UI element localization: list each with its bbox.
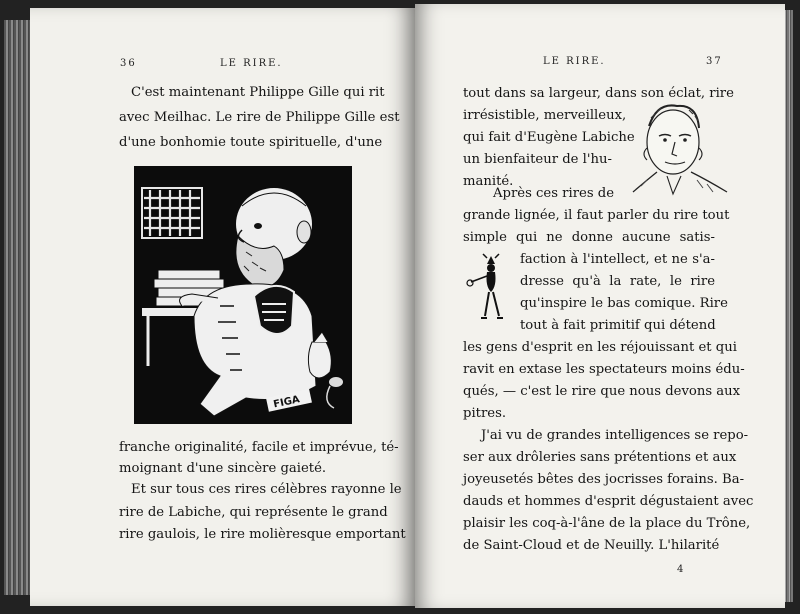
text-line: ravit en extase les spectateurs moins édu- <box>463 362 745 377</box>
signature-mark: 4 <box>677 564 684 575</box>
right-page <box>415 4 785 608</box>
text-line: J'ai vu de grandes intelligences se repo- <box>481 428 749 443</box>
text-line: tout dans sa largeur, dans son éclat, rire <box>463 86 734 101</box>
window-grille <box>142 188 202 238</box>
text-line: dauds et hommes d'esprit dégustaient avec <box>463 494 754 509</box>
text-line: dresse qu'à la rate, le rire <box>520 274 715 289</box>
text-line: rire de Labiche, qui représente le grand <box>119 505 388 520</box>
text-line: avec Meilhac. Le rire de Philippe Gille est <box>119 110 400 125</box>
page-number: 37 <box>706 56 723 67</box>
jester-figure <box>465 252 519 324</box>
text-line: C'est maintenant Philippe Gille qui rit <box>131 85 385 100</box>
text-line: Et sur tous ces rires célèbres rayonne le <box>131 482 402 497</box>
text-line: irrésistible, merveilleux, <box>463 108 627 123</box>
text-line: rire gaulois, le rire molièresque emportant <box>119 527 406 542</box>
text-line: franche originalité, facile et imprévue, té- <box>119 440 399 455</box>
text-line: simple qui ne donne aucune satis- <box>463 230 715 245</box>
text-line: plaisir les coq-à-l'âne de la place du Trône, <box>463 516 751 531</box>
text-line: un bienfaiteur de l'hu- <box>463 152 612 167</box>
text-line: qu'inspire le bas comique. Rire <box>520 296 728 311</box>
text-line: faction à l'intellect, et ne s'a- <box>520 252 715 267</box>
text-line: de Saint-Cloud et de Neuilly. L'hilarité <box>463 538 720 553</box>
text-line: manité. <box>463 174 514 189</box>
newspaper-label: FIGA <box>272 394 301 411</box>
text-line: moignant d'une sincère gaieté. <box>119 461 327 476</box>
page-edges-left <box>4 20 32 595</box>
text-line: qui fait d'Eugène Labiche <box>463 130 635 145</box>
text-line: joyeusetés bêtes des jocrisses forains. Ba- <box>463 472 745 487</box>
running-head: LE RIRE. <box>543 56 606 67</box>
text-line: pitres. <box>463 406 507 421</box>
caricature-illustration <box>134 166 352 424</box>
text-line: d'une bonhomie toute spirituelle, d'une <box>119 135 383 150</box>
text-line: ser aux drôleries sans prétentions et aux <box>463 450 737 465</box>
left-page <box>30 8 415 606</box>
page-number: 36 <box>120 58 137 69</box>
labiche-portrait <box>627 96 731 202</box>
text-line: tout à fait primitif qui détend <box>520 318 716 333</box>
running-head: LE RIRE. <box>220 58 283 69</box>
text-line: qués, — c'est le rire que nous devons aux <box>463 384 741 399</box>
text-line: Après ces rires de <box>493 186 615 201</box>
text-line: les gens d'esprit en les réjouissant et qui <box>463 340 737 355</box>
text-line: grande lignée, il faut parler du rire tout <box>463 208 730 223</box>
